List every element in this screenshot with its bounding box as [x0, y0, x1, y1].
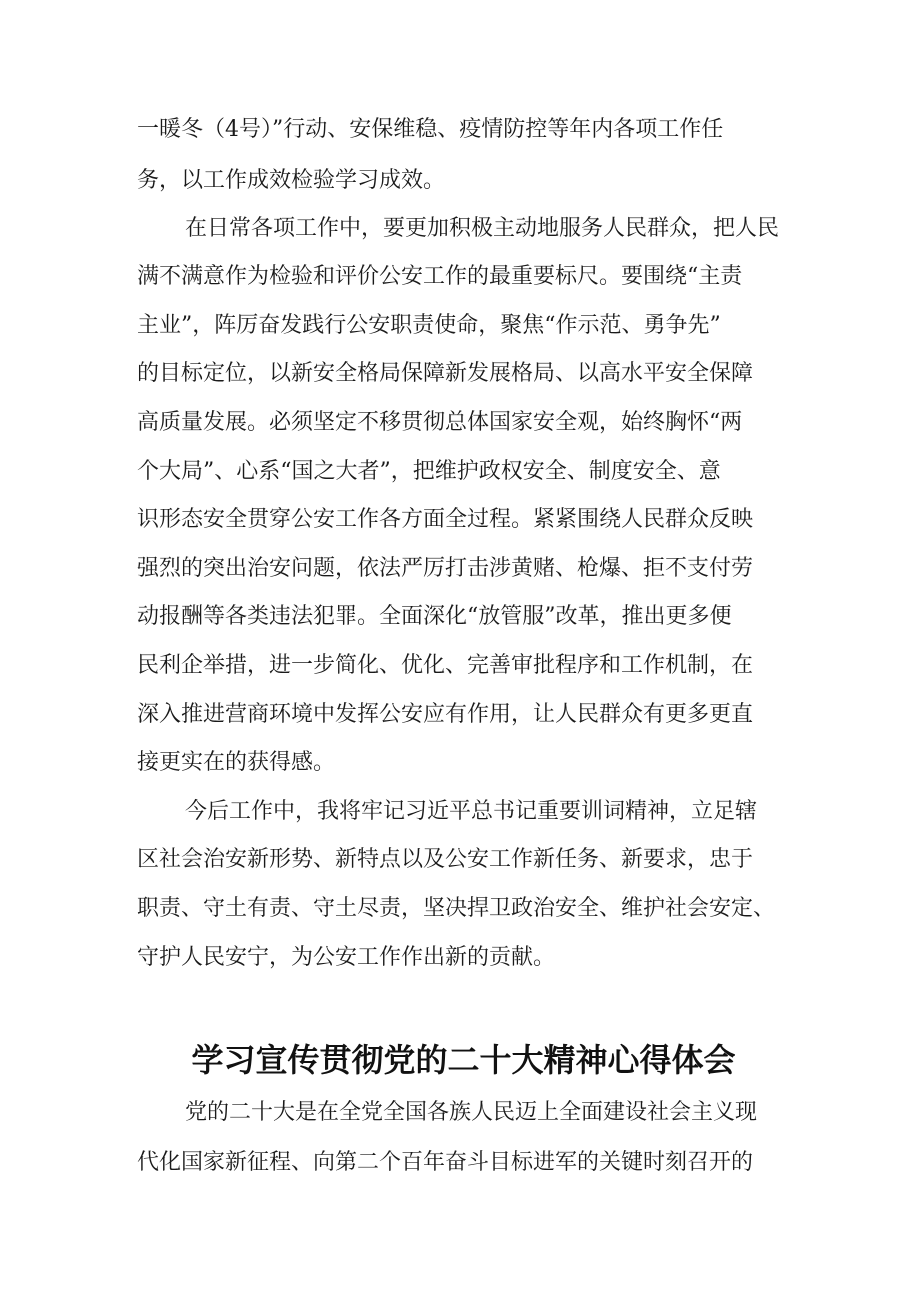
- paragraph-line: 务，以工作成效检验学习成效。: [137, 168, 446, 193]
- paragraph-line: 强烈的突出治安问题，依法严厉打击涉黄赌、枪爆、拒不支付劳: [137, 556, 754, 581]
- paragraph-line: 主业”，阵厉奋发践行公安职责使命，聚焦“作示范、勇争先”: [137, 313, 721, 338]
- paragraph-line: 满不满意作为检验和评价公安工作的最重要标尺。要围绕“主责: [137, 264, 743, 289]
- paragraph-line: 接更实在的获得感。: [137, 750, 336, 775]
- paragraph-line: 区社会治安新形势、新特点以及公安工作新任务、新要求，忠于: [137, 847, 754, 872]
- paragraph-line: 深入推进营商环境中发挥公安应有作用，让人民群众有更多更直: [137, 702, 754, 727]
- paragraph-line: 个大局”、心系“国之大者”，把维护政权安全、制度安全、意: [137, 459, 721, 484]
- paragraph-line: 党的二十大是在全党全国各族人民迈上全面建设社会主义现: [185, 1100, 758, 1125]
- paragraph-line: 一暖冬（4号）”行动、安保维稳、疫情防控等年内各项工作任: [137, 117, 724, 142]
- paragraph-line: 代化国家新征程、向第二个百年奋斗目标进军的关键时刻召开的: [137, 1150, 754, 1175]
- paragraph-line: 职责、守土有责、守土尽责，坚决捍卫政治安全、维护社会安定、: [137, 896, 776, 921]
- paragraph-line: 识形态安全贯穿公安工作各方面全过程。紧紧围绕人民群众反映: [137, 507, 754, 532]
- paragraph-line: 守护人民安宁，为公安工作作出新的贡献。: [137, 945, 556, 970]
- paragraph-line: 民利企举措，进一步简化、优化、完善审批程序和工作机制，在: [137, 653, 754, 678]
- paragraph-line: 今后工作中，我将牢记习近平总书记重要训词精神，立足辖: [185, 799, 758, 824]
- paragraph-line: 在日常各项工作中，要更加积极主动地服务人民群众，把人民: [185, 216, 780, 241]
- paragraph-line: 动报酬等各类违法犯罪。全面深化“放管服”改革，推出更多便: [137, 604, 732, 629]
- paragraph-line: 高质量发展。必须坚定不移贯彻总体国家安全观，始终胸怀“两: [137, 410, 743, 435]
- section-title: 学习宣传贯彻党的二十大精神心得体会: [191, 1041, 736, 1079]
- paragraph-line: 的目标定位，以新安全格局保障新发展格局、以高水平安全保障: [137, 361, 754, 386]
